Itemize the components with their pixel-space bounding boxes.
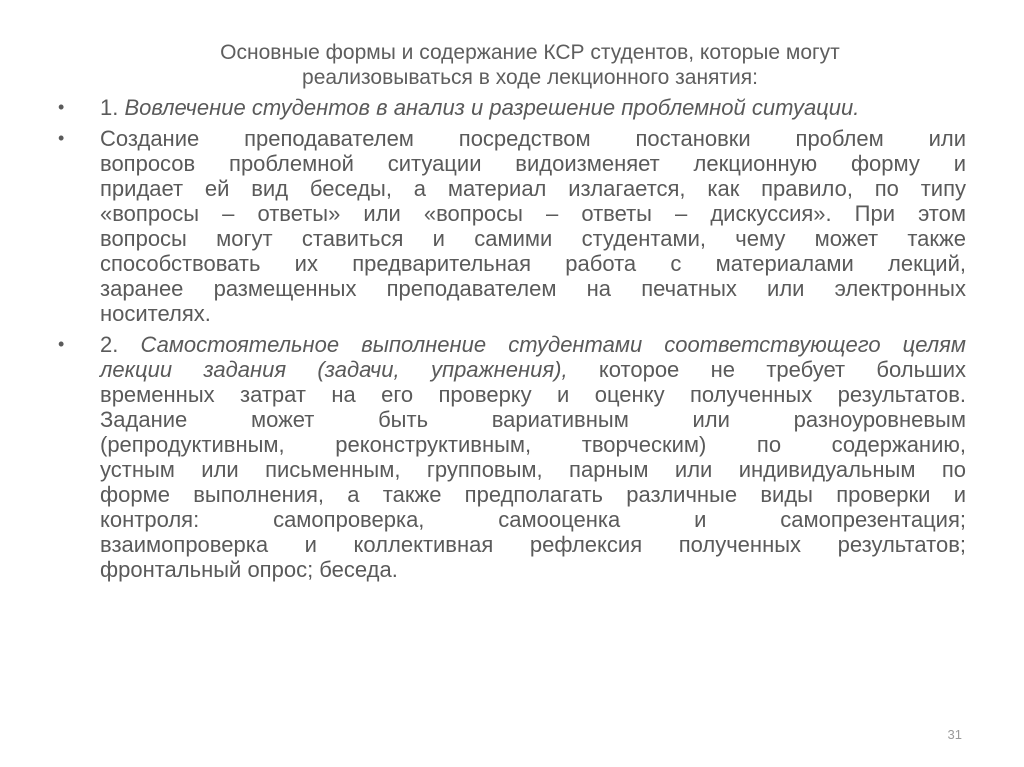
text-line: Задание может быть вариативным или разноуровневым <box>100 407 966 432</box>
text-line: придает ей вид беседы, а материал излагается, как правило, по типу <box>100 176 966 201</box>
text-italic: Вовлечение студентов в анализ и разрешение проблемной ситуации. <box>124 95 860 120</box>
text-line: вопросов проблемной ситуации видоизменяет лекционную форму и <box>100 151 966 176</box>
text-line: контроля: самопроверка, самооценка и самопрезентация; <box>100 507 966 532</box>
title-line: реализовываться в ходе лекционного занятия: <box>302 66 758 89</box>
text-normal: 1. <box>100 95 125 120</box>
text-line <box>100 357 966 382</box>
text-line: • Создание преподавателем посредством постановки проблем или <box>100 126 966 151</box>
text-italic: Самостоятельное выполнение студентами соответствующего целям <box>140 332 967 357</box>
text-line: «вопросы – ответы» или «вопросы – ответы – дискуссия». При этом <box>100 201 966 226</box>
text-line: способствовать их предварительная работа с материалами лекций, <box>100 251 966 276</box>
page-number: 31 <box>947 727 962 742</box>
text-line: временных затрат на его проверку и оценку полученных результатов. <box>100 382 966 407</box>
slide-title <box>90 40 970 90</box>
text-normal: 2. <box>100 332 141 357</box>
text-line: вопросы могут ставиться и самими студентами, чему может также <box>100 226 966 251</box>
text-line: носителях. <box>100 301 211 326</box>
text-line <box>100 332 966 357</box>
bullet-item-3 <box>58 332 966 582</box>
text-line: форме выполнения, а также предполагать различные виды проверки и <box>100 482 966 507</box>
text-line: (репродуктивным, реконструктивным, творческим) по содержанию, <box>100 432 966 457</box>
text-italic: лекции задания (задачи, упражнения), <box>100 357 568 382</box>
text-line: взаимопроверка и коллективная рефлексия полученных результатов; <box>100 532 966 557</box>
bullet-list <box>58 95 966 586</box>
text-line: заранее размещенных преподавателем на печатных или электронных <box>100 276 966 301</box>
title-line: Основные формы и содержание КСР студентов, которые могут <box>220 41 840 64</box>
bullet-item-1 <box>58 95 966 120</box>
text-normal: которое не требует больших <box>567 357 966 382</box>
text-line: фронтальный опрос; беседа. <box>100 557 398 582</box>
text-line <box>100 95 966 120</box>
bullet-item-2 <box>58 126 966 326</box>
text-line: устным или письменным, групповым, парным или индивидуальным по <box>100 457 966 482</box>
